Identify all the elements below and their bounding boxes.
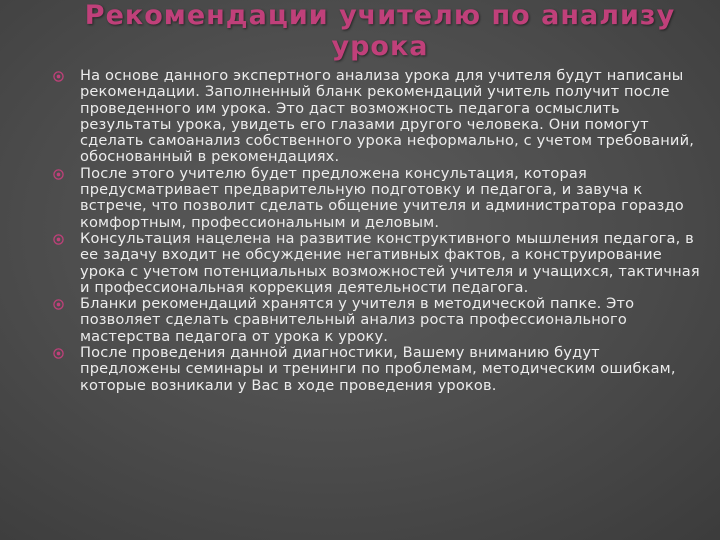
bullet-item — [50, 231, 705, 296]
bullet-item — [50, 166, 705, 231]
bullet-item — [50, 296, 705, 345]
bullet-text: Консультация нацелена на развитие конструктивного мышления педагога, в ее задачу входит не обсуждение негативных фактов, а конструирование урока с учетом потенциальных возможностей учителя и учащихся, тактичная и профессиональная коррекция деятельности педагога. — [80, 229, 700, 296]
bullet-item — [50, 68, 705, 166]
target-bullet-icon — [53, 169, 64, 180]
target-bullet-icon — [53, 71, 64, 82]
bullet-text: После этого учителю будет предложена консультация, которая предусматривает предварительную подготовку и педагога, и завуча к встрече, что позволит сделать общение учителя и администратора гораздо комфортным, профессиональным и деловым. — [80, 164, 684, 231]
slide-title-line-1: Рекомендации учителю по анализу — [84, 0, 676, 31]
bullet-text: На основе данного экспертного анализа урока для учителя будут написаны рекомендации. Заполненный бланк рекомендаций учитель получит после проведенного им урока. Это даст возможность педагога осмыслить результаты урока, увидеть его глазами другого человека. Они помогут сделать самоанализ собственного урока неформально, с учетом требований, обоснованный в рекомендациях. — [80, 67, 694, 166]
slide-title — [80, 0, 680, 62]
bullet-text: Бланки рекомендаций хранятся у учителя в методической папке. Это позволяет сделать сравнительный анализ роста профессионального мастерства педагога от урока к уроку. — [80, 295, 635, 345]
bullet-text: После проведения данной диагностики, Вашему вниманию будут предложены семинары и тренинги по проблемам, методическим ошибкам, которые возникали у Вас в ходе проведения уроков. — [80, 344, 676, 394]
target-bullet-icon — [53, 348, 64, 359]
target-bullet-icon — [53, 299, 64, 310]
slide-title-line-2: урока — [331, 31, 429, 62]
target-bullet-icon — [53, 234, 64, 245]
bullet-list — [50, 68, 705, 394]
bullet-item — [50, 345, 705, 394]
